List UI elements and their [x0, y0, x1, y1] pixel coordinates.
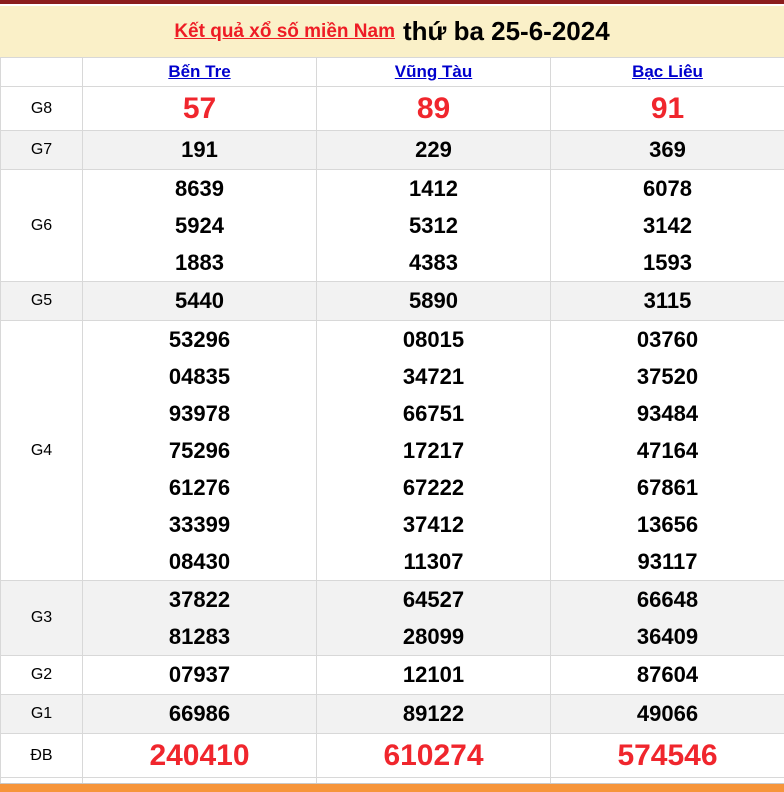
prize-number: 240410 [83, 734, 316, 777]
prize-number: 37822 [83, 581, 316, 618]
prize-number: 61276 [83, 469, 316, 506]
table-row-db [1, 734, 784, 778]
prize-number: 57 [83, 87, 316, 130]
prize-number: 11307 [317, 543, 550, 580]
prize-number: 3115 [551, 282, 784, 320]
prize-number: 47164 [551, 432, 784, 469]
prize-number: 03760 [551, 321, 784, 358]
prize-number: 08015 [317, 321, 550, 358]
prize-number: 4383 [317, 244, 550, 281]
prize-number: 33399 [83, 506, 316, 543]
prize-number: 28099 [317, 618, 550, 655]
table-row-g1 [1, 695, 784, 734]
table-row-g8 [1, 87, 784, 131]
prize-label: G8 [1, 87, 83, 131]
prize-number: 81283 [83, 618, 316, 655]
empty-corner-cell [1, 58, 83, 87]
prize-number: 66986 [83, 695, 316, 733]
prize-number: 1412 [317, 170, 550, 207]
prize-number: 34721 [317, 358, 550, 395]
table-row-g4 [1, 321, 784, 581]
province-link-bac-lieu[interactable]: Bạc Liêu [632, 62, 703, 81]
prize-label: G6 [1, 170, 83, 282]
prize-number: 8639 [83, 170, 316, 207]
table-row-g6 [1, 170, 784, 282]
prize-number: 67861 [551, 469, 784, 506]
prize-label: G7 [1, 131, 83, 170]
prize-number: 5890 [317, 282, 550, 320]
prize-number: 191 [83, 131, 316, 169]
prize-number: 93117 [551, 543, 784, 580]
prize-label: G2 [1, 656, 83, 695]
prize-number: 66648 [551, 581, 784, 618]
prize-number: 5924 [83, 207, 316, 244]
province-link-vung-tau[interactable]: Vũng Tàu [395, 62, 472, 81]
prize-number: 1593 [551, 244, 784, 281]
prize-number: 12101 [317, 656, 550, 694]
prize-number: 5440 [83, 282, 316, 320]
prize-label: G4 [1, 321, 83, 581]
prize-number: 89122 [317, 695, 550, 733]
prize-number: 67222 [317, 469, 550, 506]
prize-label: ĐB [1, 734, 83, 778]
prize-number: 37412 [317, 506, 550, 543]
prize-number: 6078 [551, 170, 784, 207]
prize-number: 369 [551, 131, 784, 169]
prize-label: G3 [1, 581, 83, 656]
prize-number: 17217 [317, 432, 550, 469]
results-table [0, 57, 784, 784]
prize-number: 3142 [551, 207, 784, 244]
table-row-g7 [1, 131, 784, 170]
prize-number: 93484 [551, 395, 784, 432]
prize-number: 07937 [83, 656, 316, 694]
prize-number: 89 [317, 87, 550, 130]
prize-label: G1 [1, 695, 83, 734]
prize-number: 610274 [317, 734, 550, 777]
bottom-accent-bar [0, 784, 784, 792]
table-spacer-row [1, 778, 784, 784]
table-row-g2 [1, 656, 784, 695]
table-row-g3 [1, 581, 784, 656]
prize-number: 08430 [83, 543, 316, 580]
prize-number: 37520 [551, 358, 784, 395]
page-header [0, 6, 784, 57]
prize-number: 87604 [551, 656, 784, 694]
results-title-link[interactable]: Kết quả xổ số miền Nam [174, 21, 395, 43]
draw-date: thứ ba 25-6-2024 [403, 16, 610, 47]
prize-number: 49066 [551, 695, 784, 733]
table-row-g5 [1, 282, 784, 321]
prize-number: 1883 [83, 244, 316, 281]
prize-number: 229 [317, 131, 550, 169]
prize-number: 574546 [551, 734, 784, 777]
column-header-row [1, 58, 784, 87]
prize-number: 66751 [317, 395, 550, 432]
prize-label: G5 [1, 282, 83, 321]
prize-number: 04835 [83, 358, 316, 395]
prize-number: 64527 [317, 581, 550, 618]
prize-number: 36409 [551, 618, 784, 655]
prize-number: 53296 [83, 321, 316, 358]
prize-number: 75296 [83, 432, 316, 469]
prize-number: 91 [551, 87, 784, 130]
prize-number: 93978 [83, 395, 316, 432]
prize-number: 13656 [551, 506, 784, 543]
province-link-ben-tre[interactable]: Bến Tre [168, 62, 230, 81]
prize-number: 5312 [317, 207, 550, 244]
